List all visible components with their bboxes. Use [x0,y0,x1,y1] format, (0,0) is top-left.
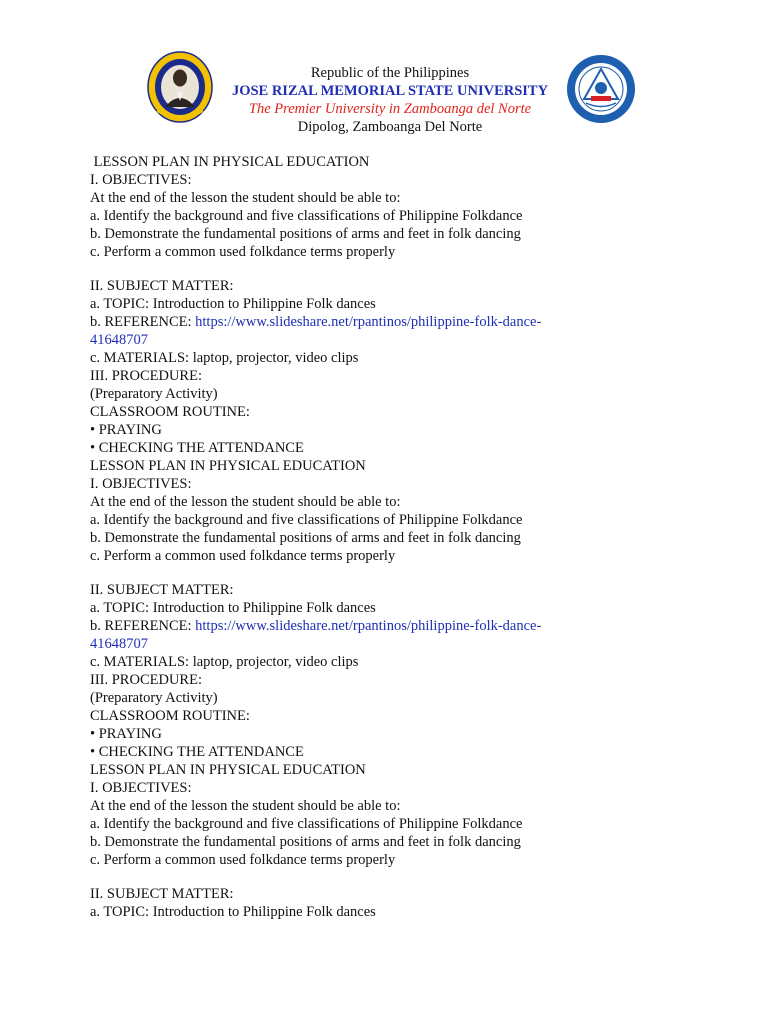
text-line [90,295,710,313]
university-name: JOSE RIZAL MEMORIAL STATE UNIVERSITY [231,83,549,99]
text-line [90,653,710,671]
line-text: I. OBJECTIVES: [90,780,192,796]
blank-line [90,869,710,885]
line-text: At the end of the lesson the student should be able to: [90,190,401,206]
text-line [90,851,710,869]
text-line [90,189,710,207]
line-text: LESSON PLAN IN PHYSICAL EDUCATION [90,458,366,474]
university-motto: The Premier University in Zamboanga del Norte [248,101,532,117]
line-text: a. Identify the background and five classifications of Philippine Folkdance [90,816,523,832]
text-line [90,779,710,797]
line-text: III. PROCEDURE: [90,672,202,688]
line-text: a. Identify the background and five classifications of Philippine Folkdance [90,512,523,528]
text-line [90,707,710,725]
line-text: a. TOPIC: Introduction to Philippine Folk dances [90,904,376,920]
college-of-education-seal-icon [566,54,636,124]
text-line [90,833,710,851]
line-text: LESSON PLAN IN PHYSICAL EDUCATION [90,762,366,778]
university-location: Dipolog, Zamboanga Del Norte [297,119,483,135]
line-text: • PRAYING [90,422,162,438]
line-text: II. SUBJECT MATTER: [90,278,234,294]
text-line [90,331,710,349]
text-line [90,617,710,635]
text-line [90,903,710,921]
text-line [90,313,710,331]
line-text: a. TOPIC: Introduction to Philippine Folk dances [90,600,376,616]
document-header [0,0,768,150]
text-line [90,207,710,225]
text-line [90,761,710,779]
line-text: b. REFERENCE: [90,618,196,634]
line-text: b. REFERENCE: [90,314,196,330]
republic-line: Republic of the Philippines [310,65,470,81]
text-line [90,815,710,833]
line-text: At the end of the lesson the student should be able to: [90,494,401,510]
text-line [90,529,710,547]
lesson-plan-body [90,153,710,921]
line-text: I. OBJECTIVES: [90,476,192,492]
text-line [90,511,710,529]
text-line [90,171,710,189]
line-text: b. Demonstrate the fundamental positions of arms and feet in folk dancing [90,530,521,546]
university-seal-icon [147,51,213,123]
line-text: c. MATERIALS: laptop, projector, video clips [90,654,359,670]
line-text: b. Demonstrate the fundamental positions of arms and feet in folk dancing [90,834,521,850]
line-text: a. TOPIC: Introduction to Philippine Folk dances [90,296,376,312]
line-text: • CHECKING THE ATTENDANCE [90,440,304,456]
line-text: c. MATERIALS: laptop, projector, video clips [90,350,359,366]
text-line [90,243,710,261]
line-text: At the end of the lesson the student should be able to: [90,798,401,814]
text-line [90,439,710,457]
text-line [90,457,710,475]
line-text: CLASSROOM ROUTINE: [90,708,250,724]
lesson-plan-block [90,457,710,761]
line-text: c. Perform a common used folkdance terms properly [90,244,396,260]
text-line [90,547,710,565]
line-text: • CHECKING THE ATTENDANCE [90,744,304,760]
text-line [90,599,710,617]
reference-link[interactable]: https://www.slideshare.net/rpantinos/philippine-folk-dance- [195,314,542,330]
text-line [90,725,710,743]
text-line [90,367,710,385]
reference-link[interactable]: 41648707 [90,636,148,652]
text-line [90,277,710,295]
header-text [215,64,565,136]
line-text: II. SUBJECT MATTER: [90,886,234,902]
blank-line [90,261,710,277]
text-line [90,385,710,403]
text-line [90,493,710,511]
text-line [90,421,710,439]
line-text: (Preparatory Activity) [90,386,218,402]
text-line [90,349,710,367]
text-line [90,581,710,599]
reference-link[interactable]: 41648707 [90,332,148,348]
text-line [90,635,710,653]
reference-link[interactable]: https://www.slideshare.net/rpantinos/philippine-folk-dance- [195,618,542,634]
line-text: • PRAYING [90,726,162,742]
text-line [90,885,710,903]
text-line [90,797,710,815]
line-text: I. OBJECTIVES: [90,172,192,188]
line-text: c. Perform a common used folkdance terms properly [90,852,396,868]
line-text: II. SUBJECT MATTER: [90,582,234,598]
text-line [90,671,710,689]
text-line [90,689,710,707]
blank-line [90,565,710,581]
text-line [90,403,710,421]
text-line [90,743,710,761]
text-line [90,225,710,243]
lesson-plan-block [90,761,710,921]
line-text: b. Demonstrate the fundamental positions of arms and feet in folk dancing [90,226,521,242]
line-text: (Preparatory Activity) [90,690,218,706]
line-text: LESSON PLAN IN PHYSICAL EDUCATION [90,154,370,170]
line-text: CLASSROOM ROUTINE: [90,404,250,420]
lesson-plan-block [90,153,710,457]
line-text: c. Perform a common used folkdance terms properly [90,548,396,564]
text-line [90,475,710,493]
line-text: III. PROCEDURE: [90,368,202,384]
text-line [90,153,710,171]
line-text: a. Identify the background and five classifications of Philippine Folkdance [90,208,523,224]
